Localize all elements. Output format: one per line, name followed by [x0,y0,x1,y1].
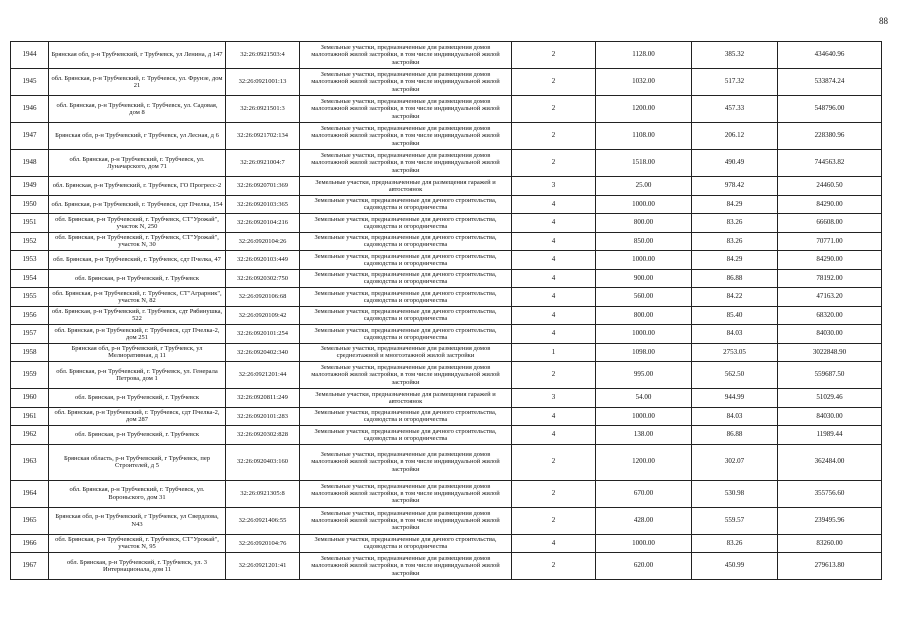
area-cell: 1200.00 [596,96,692,123]
land-category-cell: Земельные участки, предназначенные для дачного строительства, садоводства и огородничества [300,407,512,426]
table-row [11,195,882,214]
cadastral-number-cell: 32:26:0920101:283 [226,407,300,426]
table-row [11,534,882,553]
cadastral-value-cell: 84290.00 [778,195,882,214]
table-row [11,480,882,507]
address-cell: обл. Брянская, р-н Трубчевский, г. Трубчевск, ГО Прогресс-2 [49,177,226,196]
cadastral-number-cell: 32:26:0921001:13 [226,69,300,96]
cadastral-value-cell: 548796.00 [778,96,882,123]
table-body [11,42,882,580]
cadastral-number-cell: 32:26:0921702:134 [226,123,300,150]
land-category-cell: Земельные участки, предназначенные для размещения домов малоэтажной жилой застройки, в том числе индивидуальной жилой застройки [300,150,512,177]
land-category-cell: Земельные участки, предназначенные для размещения домов малоэтажной жилой застройки, в том числе индивидуальной жилой застройки [300,444,512,480]
address-cell: обл. Брянская, р-н Трубчевский, г. Трубчевск, сдт Пчелка, 154 [49,195,226,214]
table-row [11,306,882,325]
row-number-cell: 1956 [11,306,49,325]
address-cell: обл. Брянская, р-н Трубчевский, г. Трубчевск, ул. Луначарского, дом 71 [49,150,226,177]
cadastral-number-cell: 32:26:0920402:340 [226,343,300,362]
cadastral-value-cell: 68320.00 [778,306,882,325]
rate-cell: 562.50 [692,362,778,389]
group-cell: 3 [512,389,596,408]
land-category-cell: Земельные участки, предназначенные для размещения домов малоэтажной жилой застройки, в том числе индивидуальной жилой застройки [300,42,512,69]
cadastral-value-cell: 84290.00 [778,251,882,270]
cadastral-number-cell: 32:26:0920106:68 [226,288,300,307]
cadastral-number-cell: 32:26:0920302:828 [226,426,300,445]
land-category-cell: Земельные участки, предназначенные для дачного строительства, садоводства и огородничества [300,325,512,344]
land-category-cell: Земельные участки, предназначенные для дачного строительства, садоводства и огородничества [300,195,512,214]
cadastral-value-cell: 355756.60 [778,480,882,507]
rate-cell: 86.88 [692,269,778,288]
group-cell: 2 [512,553,596,580]
rate-cell: 206.12 [692,123,778,150]
group-cell: 2 [512,150,596,177]
rate-cell: 978.42 [692,177,778,196]
table-row [11,123,882,150]
table-row [11,232,882,251]
cadastral-value-cell: 362484.00 [778,444,882,480]
cadastral-number-cell: 32:26:0921503:4 [226,42,300,69]
cadastral-value-cell: 84030.00 [778,325,882,344]
area-cell: 25.00 [596,177,692,196]
land-category-cell: Земельные участки, предназначенные для дачного строительства, садоводства и огородничества [300,214,512,233]
table-row [11,150,882,177]
cadastral-number-cell: 32:26:0920101:254 [226,325,300,344]
address-cell: обл. Брянская, р-н Трубчевский, г. Трубчевск, сдт Пчелка, 47 [49,251,226,270]
rate-cell: 84.03 [692,325,778,344]
address-cell: обл. Брянская, р-н Трубчевский, г. Трубчевск, СТ"Урожай", участок N, 250 [49,214,226,233]
address-cell: обл. Брянская, р-н Трубчевский, г. Трубчевск, ул. Садовая, дом 8 [49,96,226,123]
area-cell: 1000.00 [596,407,692,426]
rate-cell: 530.98 [692,480,778,507]
cadastral-value-cell: 66608.00 [778,214,882,233]
row-number-cell: 1954 [11,269,49,288]
land-category-cell: Земельные участки, предназначенные для дачного строительства, садоводства и огородничества [300,251,512,270]
row-number-cell: 1957 [11,325,49,344]
group-cell: 4 [512,232,596,251]
area-cell: 1000.00 [596,251,692,270]
row-number-cell: 1945 [11,69,49,96]
table-row [11,553,882,580]
rate-cell: 450.99 [692,553,778,580]
rate-cell: 84.29 [692,251,778,270]
cadastral-number-cell: 32:26:0920104:26 [226,232,300,251]
area-cell: 900.00 [596,269,692,288]
row-number-cell: 1958 [11,343,49,362]
cadastral-number-cell: 32:26:0921501:3 [226,96,300,123]
land-category-cell: Земельные участки, предназначенные для размещения домов малоэтажной жилой застройки, в том числе индивидуальной жилой застройки [300,362,512,389]
area-cell: 1032.00 [596,69,692,96]
area-cell: 54.00 [596,389,692,408]
cadastral-number-cell: 32:26:0920104:76 [226,534,300,553]
cadastral-value-cell: 70771.00 [778,232,882,251]
land-category-cell: Земельные участки, предназначенные для размещения домов малоэтажной жилой застройки, в том числе индивидуальной жилой застройки [300,69,512,96]
row-number-cell: 1955 [11,288,49,307]
land-category-cell: Земельные участки, предназначенные для дачного строительства, садоводства и огородничества [300,269,512,288]
land-category-cell: Земельные участки, предназначенные для размещения домов малоэтажной жилой застройки, в том числе индивидуальной жилой застройки [300,96,512,123]
area-cell: 1108.00 [596,123,692,150]
cadastral-number-cell: 32:26:0920109:42 [226,306,300,325]
address-cell: обл. Брянская, р-н Трубчевский, г. Трубчевск, сдт Пчелка-2, дом 287 [49,407,226,426]
row-number-cell: 1959 [11,362,49,389]
address-cell: обл. Брянская, р-н Трубчевский, г. Трубчевск [49,269,226,288]
area-cell: 1098.00 [596,343,692,362]
cadastral-number-cell: 32:26:0920811:249 [226,389,300,408]
land-category-cell: Земельные участки, предназначенные для размещения домов малоэтажной жилой застройки, в том числе индивидуальной жилой застройки [300,553,512,580]
land-category-cell: Земельные участки, предназначенные для размещения домов малоэтажной жилой застройки, в том числе индивидуальной жилой застройки [300,507,512,534]
cadastral-value-cell: 47163.20 [778,288,882,307]
address-cell: Брянская область, р-н Трубчевский, г Трубчевск, пер Строителей, д 5 [49,444,226,480]
rate-cell: 84.29 [692,195,778,214]
row-number-cell: 1953 [11,251,49,270]
group-cell: 4 [512,426,596,445]
rate-cell: 2753.05 [692,343,778,362]
rate-cell: 490.49 [692,150,778,177]
cadastral-value-cell: 239495.96 [778,507,882,534]
row-number-cell: 1944 [11,42,49,69]
table-row [11,251,882,270]
cadastral-number-cell: 32:26:0921305:8 [226,480,300,507]
table-row [11,269,882,288]
table-row [11,444,882,480]
area-cell: 428.00 [596,507,692,534]
area-cell: 1000.00 [596,325,692,344]
rate-cell: 457.33 [692,96,778,123]
table-row [11,288,882,307]
area-cell: 1128.00 [596,42,692,69]
land-category-cell: Земельные участки, предназначенные для дачного строительства, садоводства и огородничества [300,534,512,553]
cadastral-value-cell: 78192.00 [778,269,882,288]
cadastral-number-cell: 32:26:0920103:449 [226,251,300,270]
table-row [11,407,882,426]
address-cell: Брянская обл, р-н Трубчевский, г Трубчевск, ул Лесная, д 6 [49,123,226,150]
cadastral-number-cell: 32:26:0921201:41 [226,553,300,580]
area-cell: 1000.00 [596,195,692,214]
row-number-cell: 1964 [11,480,49,507]
area-cell: 670.00 [596,480,692,507]
table-row [11,96,882,123]
land-register-table [10,41,882,580]
table-row [11,42,882,69]
rate-cell: 83.26 [692,534,778,553]
address-cell: обл. Брянская, р-н Трубчевский, г. Трубчевск, сдт Пчелка-2, дом 251 [49,325,226,344]
area-cell: 1200.00 [596,444,692,480]
cadastral-value-cell: 559687.50 [778,362,882,389]
cadastral-value-cell: 279613.80 [778,553,882,580]
address-cell: обл. Брянская, р-н Трубчевский, г. Трубчевск, ул. 3 Интернационала, дом 11 [49,553,226,580]
group-cell: 2 [512,507,596,534]
area-cell: 138.00 [596,426,692,445]
row-number-cell: 1967 [11,553,49,580]
table-row [11,507,882,534]
address-cell: обл. Брянская, р-н Трубчевский, г. Трубчевск, СТ"Урожай", участок N, 95 [49,534,226,553]
group-cell: 4 [512,251,596,270]
group-cell: 4 [512,214,596,233]
land-category-cell: Земельные участки, предназначенные для размещения гаражей и автостоянок [300,389,512,408]
row-number-cell: 1961 [11,407,49,426]
row-number-cell: 1950 [11,195,49,214]
group-cell: 4 [512,407,596,426]
rate-cell: 84.22 [692,288,778,307]
cadastral-value-cell: 51029.46 [778,389,882,408]
area-cell: 995.00 [596,362,692,389]
area-cell: 800.00 [596,214,692,233]
rate-cell: 84.03 [692,407,778,426]
land-category-cell: Земельные участки, предназначенные для размещения гаражей и автостоянок [300,177,512,196]
row-number-cell: 1963 [11,444,49,480]
address-cell: обл. Брянская, р-н Трубчевский, г. Трубчевск, ул. Генерала Петрова, дом 1 [49,362,226,389]
group-cell: 3 [512,177,596,196]
table-row [11,426,882,445]
cadastral-number-cell: 32:26:0920104:216 [226,214,300,233]
table-row [11,343,882,362]
row-number-cell: 1951 [11,214,49,233]
address-cell: обл. Брянская, р-н Трубчевский, г. Трубчевск, ул. Фрунзе, дом 21 [49,69,226,96]
cadastral-value-cell: 24460.50 [778,177,882,196]
address-cell: обл. Брянская, р-н Трубчевский, г. Трубчевск, СТ"Аграрник", участок N, 82 [49,288,226,307]
cadastral-number-cell: 32:26:0920103:365 [226,195,300,214]
table-row [11,389,882,408]
area-cell: 1000.00 [596,534,692,553]
address-cell: Брянская обл, р-н Трубчевский, г Трубчевск, ул Мелиоративная, д 11 [49,343,226,362]
land-category-cell: Земельные участки, предназначенные для размещения домов малоэтажной жилой застройки, в том числе индивидуальной жилой застройки [300,480,512,507]
address-cell: обл. Брянская, р-н Трубчевский, г. Трубчевск, ул. Вороньского, дом 31 [49,480,226,507]
row-number-cell: 1948 [11,150,49,177]
group-cell: 2 [512,42,596,69]
cadastral-value-cell: 533874.24 [778,69,882,96]
cadastral-number-cell: 32:26:0921201:44 [226,362,300,389]
address-cell: обл. Брянская, р-н Трубчевский, г. Трубчевск, СТ"Урожай", участок N, 30 [49,232,226,251]
row-number-cell: 1960 [11,389,49,408]
area-cell: 560.00 [596,288,692,307]
area-cell: 850.00 [596,232,692,251]
table-row [11,325,882,344]
address-cell: Брянская обл, р-н Трубчевский, г Трубчевск, ул Свердлова, N43 [49,507,226,534]
rate-cell: 83.26 [692,232,778,251]
row-number-cell: 1949 [11,177,49,196]
cadastral-number-cell: 32:26:0920701:369 [226,177,300,196]
land-category-cell: Земельные участки, предназначенные для размещения домов среднеэтажной и многоэтажной жилой застройки [300,343,512,362]
rate-cell: 86.88 [692,426,778,445]
group-cell: 4 [512,269,596,288]
address-cell: Брянская обл, р-н Трубчевский, г Трубчевск, ул Ленина, д 147 [49,42,226,69]
group-cell: 4 [512,306,596,325]
group-cell: 2 [512,480,596,507]
land-category-cell: Земельные участки, предназначенные для дачного строительства, садоводства и огородничества [300,306,512,325]
cadastral-number-cell: 32:26:0921406:55 [226,507,300,534]
cadastral-number-cell: 32:26:0920403:160 [226,444,300,480]
table-row [11,177,882,196]
rate-cell: 83.26 [692,214,778,233]
table-row [11,69,882,96]
row-number-cell: 1962 [11,426,49,445]
cadastral-value-cell: 434640.96 [778,42,882,69]
cadastral-value-cell: 11989.44 [778,426,882,445]
rate-cell: 385.32 [692,42,778,69]
cadastral-value-cell: 83260.00 [778,534,882,553]
table-row [11,214,882,233]
land-category-cell: Земельные участки, предназначенные для дачного строительства, садоводства и огородничества [300,232,512,251]
group-cell: 2 [512,362,596,389]
cadastral-value-cell: 84030.00 [778,407,882,426]
rate-cell: 559.57 [692,507,778,534]
group-cell: 4 [512,195,596,214]
cadastral-value-cell: 3022848.90 [778,343,882,362]
rate-cell: 85.40 [692,306,778,325]
rate-cell: 517.32 [692,69,778,96]
group-cell: 4 [512,288,596,307]
land-category-cell: Земельные участки, предназначенные для дачного строительства, садоводства и огородничества [300,288,512,307]
row-number-cell: 1946 [11,96,49,123]
address-cell: обл. Брянская, р-н Трубчевский, г. Трубчевск [49,426,226,445]
address-cell: обл. Брянская, р-н Трубчевский, г. Трубчевск, сдт Рябинушка, 522 [49,306,226,325]
row-number-cell: 1947 [11,123,49,150]
group-cell: 1 [512,343,596,362]
land-category-cell: Земельные участки, предназначенные для дачного строительства, садоводства и огородничества [300,426,512,445]
table-row [11,362,882,389]
cadastral-number-cell: 32:26:0921004:7 [226,150,300,177]
area-cell: 1518.00 [596,150,692,177]
area-cell: 620.00 [596,553,692,580]
cadastral-value-cell: 744563.82 [778,150,882,177]
group-cell: 2 [512,69,596,96]
area-cell: 800.00 [596,306,692,325]
rate-cell: 944.99 [692,389,778,408]
group-cell: 4 [512,534,596,553]
address-cell: обл. Брянская, р-н Трубчевский, г. Трубчевск [49,389,226,408]
group-cell: 2 [512,123,596,150]
cadastral-value-cell: 228380.96 [778,123,882,150]
cadastral-number-cell: 32:26:0920302:750 [226,269,300,288]
row-number-cell: 1952 [11,232,49,251]
row-number-cell: 1965 [11,507,49,534]
land-category-cell: Земельные участки, предназначенные для размещения домов малоэтажной жилой застройки, в том числе индивидуальной жилой застройки [300,123,512,150]
group-cell: 2 [512,444,596,480]
page-number: 88 [879,16,888,26]
row-number-cell: 1966 [11,534,49,553]
rate-cell: 302.07 [692,444,778,480]
group-cell: 4 [512,325,596,344]
group-cell: 2 [512,96,596,123]
